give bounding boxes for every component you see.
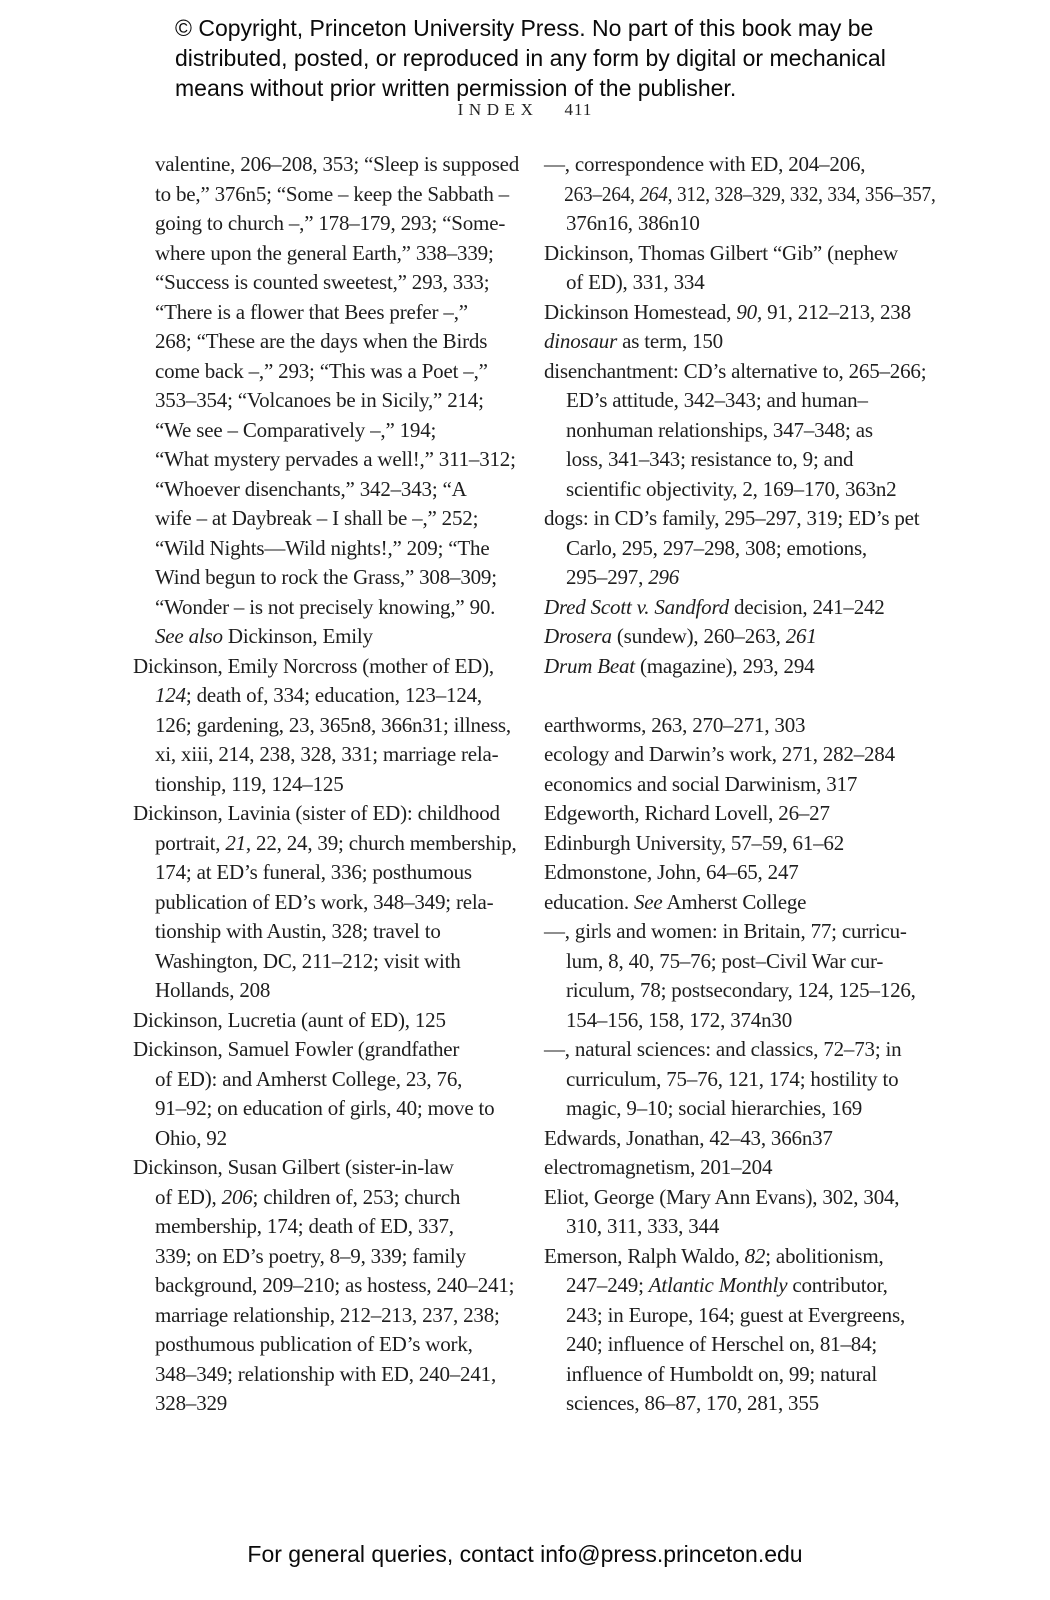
index-line: sciences, 86–87, 170, 281, 355 [566, 1391, 819, 1415]
index-line: portrait, 21, 22, 24, 39; church membership, [155, 830, 517, 855]
index-line: Dickinson, Emily Norcross (mother of ED), [133, 653, 494, 678]
index-line: 243; in Europe, 164; guest at Evergreens, [566, 1302, 905, 1327]
index-line: Dickinson Homestead, 90, 91, 212–213, 238 [544, 299, 911, 324]
index-line: 91–92; on education of girls, 40; move to [155, 1096, 495, 1120]
footer-contact: For general queries, contact info@press.princeton.edu [247, 1541, 803, 1567]
index-line: 268; “These are the days when the Birds [155, 329, 488, 353]
index-line: Eliot, George (Mary Ann Evans), 302, 304, [544, 1184, 900, 1209]
index-line: 310, 311, 333, 344 [566, 1214, 720, 1238]
index-line: 124; death of, 334; education, 123–124, [155, 683, 482, 707]
copyright-line-3: means without prior written permission of the publisher. [175, 75, 737, 101]
index-line: 263–264, 264, 312, 328–329, 332, 334, 356–357, [564, 181, 936, 206]
copyright-notice [175, 13, 886, 103]
index-line: Drum Beat (magazine), 293, 294 [544, 653, 815, 678]
index-line: 328–329 [155, 1391, 228, 1415]
index-line: wife – at Daybreak – I shall be –,” 252; [155, 506, 479, 530]
index-line: Carlo, 295, 297–298, 308; emotions, [566, 535, 867, 560]
index-line: 295–297, 296 [566, 565, 680, 589]
index-line: 126; gardening, 23, 365n8, 366n31; illness, [155, 712, 511, 737]
index-line: curriculum, 75–76, 121, 174; hostility to [566, 1066, 899, 1091]
index-line: riculum, 78; postsecondary, 124, 125–126, [566, 978, 916, 1002]
index-line: 348–349; relationship with ED, 240–241, [155, 1361, 497, 1386]
index-line: of ED), 331, 334 [566, 270, 705, 294]
index-line: 339; on ED’s poetry, 8–9, 339; family [155, 1243, 466, 1268]
index-line: Dred Scott v. Sandford decision, 241–242 [544, 594, 885, 619]
index-line: of ED): and Amherst College, 23, 76, [155, 1066, 463, 1091]
index-line: Dickinson, Thomas Gilbert “Gib” (nephew [544, 240, 898, 265]
index-line: background, 209–210; as hostess, 240–241; [155, 1273, 515, 1297]
index-line: tionship with Austin, 328; travel to [155, 919, 441, 943]
index-line: See also Dickinson, Emily [155, 624, 373, 648]
index-line: Drosera (sundew), 260–263, 261 [544, 624, 817, 648]
index-line: publication of ED’s work, 348–349; rela- [155, 889, 494, 914]
index-line: dinosaur as term, 150 [544, 329, 723, 353]
index-line: disenchantment: CD’s alternative to, 265–266; [544, 358, 927, 383]
index-line: loss, 341–343; resistance to, 9; and [566, 447, 854, 471]
index-line: scientific objectivity, 2, 169–170, 363n2 [566, 476, 897, 501]
index-line: 376n16, 386n10 [566, 211, 700, 235]
index-line: Ohio, 92 [155, 1125, 227, 1150]
index-column-left [133, 150, 525, 1419]
index-line: 240; influence of Herschel on, 81–84; [566, 1332, 878, 1356]
running-head [0, 100, 1050, 120]
index-line: posthumous publication of ED’s work, [155, 1332, 473, 1356]
index-line: Dickinson, Lucretia (aunt of ED), 125 [133, 1007, 446, 1032]
index-line: electromagnetism, 201–204 [544, 1155, 773, 1179]
index-line: where upon the general Earth,” 338–339; [155, 240, 494, 265]
index-line: to be,” 376n5; “Some – keep the Sabbath – [155, 181, 509, 206]
index-line: “What mystery pervades a well!,” 311–312; [155, 447, 516, 471]
index-column-right [544, 150, 936, 1419]
index-line: nonhuman relationships, 347–348; as [566, 417, 873, 442]
index-line: economics and social Darwinism, 317 [544, 771, 858, 796]
index-columns [133, 150, 936, 1419]
index-line: tionship, 119, 124–125 [155, 771, 344, 796]
index-line: going to church –,” 178–179, 293; “Some- [155, 211, 506, 235]
index-line: Dickinson, Lavinia (sister of ED): childhood [133, 801, 500, 825]
index-line: —, correspondence with ED, 204–206, [544, 152, 866, 176]
index-line: influence of Humboldt on, 99; natural [566, 1361, 878, 1386]
index-line: valentine, 206–208, 353; “Sleep is supposed [155, 152, 520, 176]
index-line: come back –,” 293; “This was a Poet –,” [155, 358, 488, 383]
index-line: 353–354; “Volcanoes be in Sicily,” 214; [155, 388, 484, 412]
copyright-line-1: © Copyright, Princeton University Press. No part of this book may be [175, 15, 874, 41]
index-line: magic, 9–10; social hierarchies, 169 [566, 1096, 863, 1120]
index-line: “Wonder – is not precisely knowing,” 90. [155, 594, 496, 619]
index-line: Hollands, 208 [155, 978, 271, 1002]
index-line: Edinburgh University, 57–59, 61–62 [544, 830, 845, 855]
index-line: “Success is counted sweetest,” 293, 333; [155, 270, 490, 294]
index-line: “There is a flower that Bees prefer –,” [155, 299, 468, 324]
page-number: 411 [564, 100, 593, 119]
index-line: 154–156, 158, 172, 374n30 [566, 1007, 793, 1032]
copyright-line-2: distributed, posted, or reproduced in any form by digital or mechanical [175, 45, 886, 71]
index-line: dogs: in CD’s family, 295–297, 319; ED’s pet [544, 506, 920, 530]
index-heading: INDEX [457, 100, 539, 119]
index-line: marriage relationship, 212–213, 237, 238; [155, 1302, 500, 1327]
index-line: “We see – Comparatively –,” 194; [155, 417, 437, 442]
index-line: “Wild Nights—Wild nights!,” 209; “The [155, 535, 490, 560]
index-line: Emerson, Ralph Waldo, 82; abolitionism, [544, 1243, 884, 1268]
index-line: xi, xiii, 214, 238, 328, 331; marriage rela- [155, 742, 499, 766]
index-line: earthworms, 263, 270–271, 303 [544, 712, 806, 737]
index-line: ecology and Darwin’s work, 271, 282–284 [544, 742, 895, 766]
index-line: 247–249; Atlantic Monthly contributor, [566, 1273, 888, 1297]
index-line: —, natural sciences: and classics, 72–73; in [544, 1037, 902, 1061]
index-line: Edmonstone, John, 64–65, 247 [544, 860, 799, 884]
index-line: ED’s attitude, 342–343; and human– [566, 388, 868, 412]
index-line: Wind begun to rock the Grass,” 308–309; [155, 565, 497, 589]
index-line: education. See Amherst College [544, 889, 807, 914]
index-line: Edgeworth, Richard Lovell, 26–27 [544, 801, 830, 825]
index-line: Washington, DC, 211–212; visit with [155, 948, 461, 973]
index-line: Dickinson, Susan Gilbert (sister-in-law [133, 1155, 454, 1179]
index-line: lum, 8, 40, 75–76; post–Civil War cur- [566, 948, 884, 973]
index-line: Dickinson, Samuel Fowler (grandfather [133, 1037, 460, 1061]
index-line: 174; at ED’s funeral, 336; posthumous [155, 860, 472, 884]
index-blank-line [544, 681, 936, 711]
index-line: of ED), 206; children of, 253; church [155, 1184, 461, 1209]
index-line: —, girls and women: in Britain, 77; curricu- [544, 919, 907, 943]
index-line: Edwards, Jonathan, 42–43, 366n37 [544, 1125, 833, 1150]
index-line: “Whoever disenchants,” 342–343; “A [155, 476, 467, 501]
index-line: membership, 174; death of ED, 337, [155, 1214, 454, 1238]
